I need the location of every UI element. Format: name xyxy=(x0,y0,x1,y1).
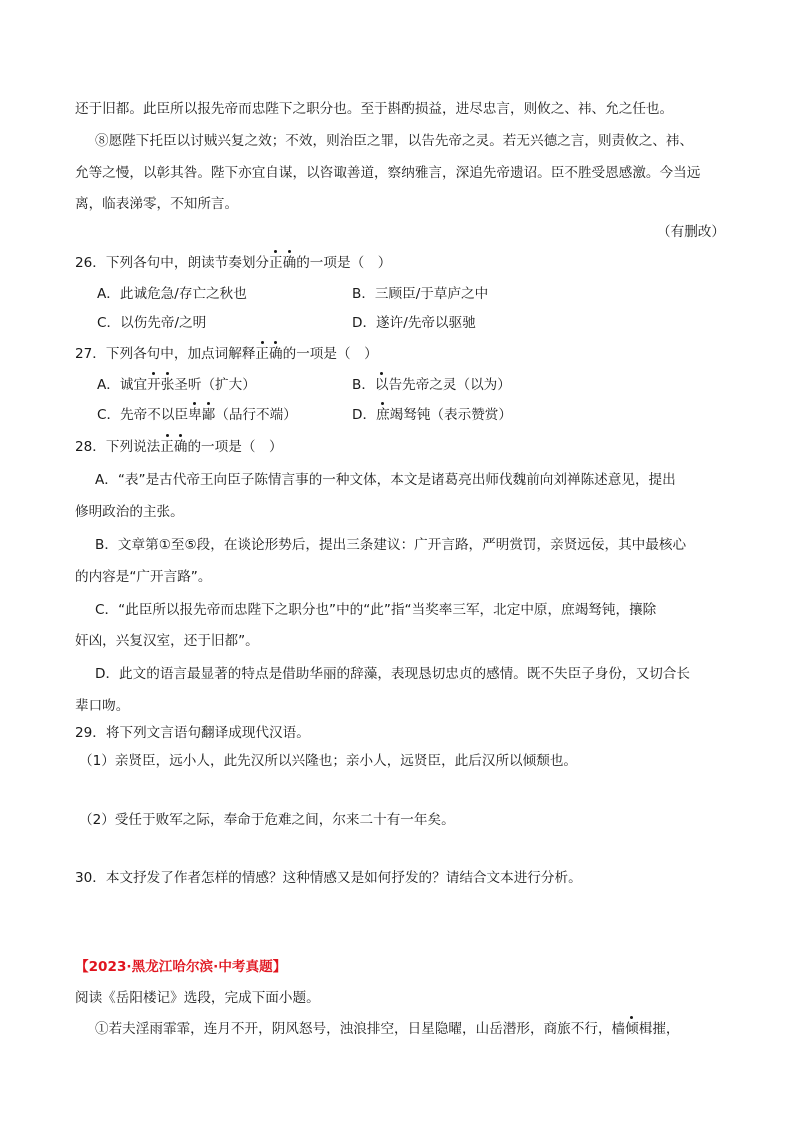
stem-text: 的一项是（ ） xyxy=(282,346,378,362)
passage-paragraph-8-line: 离，临表涕零，不知所言。 xyxy=(75,196,239,212)
question-28-stem xyxy=(75,437,735,457)
q28-option-b-cont: 的内容是“广开言路”。 xyxy=(75,569,212,585)
q27-option-d: D．庶竭驽钝（表示赞赏） xyxy=(352,407,512,423)
passage-paragraph-1-line: ①若夫淫雨霏霏，连月不开，阴风怒号，浊浪排空，日星隐曜，山岳潜形，商旅不行，樯倾楫摧， xyxy=(95,1021,680,1037)
q28-option-a: A．“表”是古代帝王向臣子陈情言事的一种文体，本文是诸葛亮出师伐魏前向刘禅陈述意见，提出 xyxy=(95,472,676,488)
q26-option-c: C．以伤先帝/之明 xyxy=(97,315,207,331)
q27-option-b: B．以告先帝之灵（以为） xyxy=(352,377,511,393)
stem-text: 28．下列说法 xyxy=(75,439,161,455)
reading-instruction: 阅读《岳阳楼记》选段，完成下面小题。 xyxy=(75,990,320,1006)
q27-option-c: C．先帝不以臣卑鄙（品行不端） xyxy=(97,407,297,423)
emphasis-char: 确 xyxy=(282,255,297,271)
passage-paragraph-8-line: ⑧愿陛下托臣以讨贼兴复之效；不效，则治臣之罪，以告先帝之灵。若无兴德之言，则责攸之、祎、 xyxy=(95,133,694,149)
question-26-stem xyxy=(75,253,735,273)
q28-option-d: D．此文的语言最显著的特点是借助华丽的辞藻，表现恳切忠贞的感情。既不失臣子身份，又切合长 xyxy=(95,666,690,682)
q29-sentence-2: （2）受任于败军之际，奉命于危难之间，尔来二十有一年矣。 xyxy=(79,812,455,828)
emphasis-char: 正 xyxy=(269,255,283,271)
q26-option-a: A．此诚危急/存亡之秋也 xyxy=(97,286,247,302)
question-30-stem: 30．本文抒发了作者怎样的情感？这种情感又是如何抒发的？请结合文本进行分析。 xyxy=(75,870,582,886)
source-note: （有删改） xyxy=(657,224,725,240)
emphasis-char: 正 xyxy=(255,346,270,362)
emphasis-char: 张 xyxy=(160,377,175,393)
emphasis-char: 以 xyxy=(374,377,389,393)
stem-text: 的一项是（ ） xyxy=(296,255,392,271)
q29-sentence-1: （1）亲贤臣，远小人，此先汉所以兴隆也；亲小人，远贤臣，此后汉所以倾颓也。 xyxy=(79,753,578,769)
q27-option-a: A．诚宜开张圣听（扩大） xyxy=(97,377,256,393)
stem-text: 27．下列各句中，加点词解释 xyxy=(75,346,256,362)
question-27-stem xyxy=(75,344,735,364)
emphasis-char: 庶 xyxy=(376,407,390,423)
q28-option-c: C．“此臣所以报先帝而忠陛下之职分也”中的“此”指“当奖率三军，北定中原，庶竭驽钝，攘除 xyxy=(95,602,657,618)
emphasis-char: 鄙 xyxy=(201,407,216,423)
stem-text: 的一项是（ ） xyxy=(187,439,283,455)
q26-option-b: B．三顾臣/于草庐之中 xyxy=(352,286,489,302)
q28-option-c-cont: 奸凶，兴复汉室，还于旧都”。 xyxy=(75,633,259,649)
passage-line: 还于旧都。此臣所以报先帝而忠陛下之职分也。至于斟酌损益，进尽忠言，则攸之、祎、允之任也。 xyxy=(75,101,674,117)
q28-option-b: B．文章第①至⑤段，在谈论形势后，提出三条建议：广开言路，严明赏罚，亲贤远佞，其中最核心 xyxy=(95,537,687,553)
emphasis-char: 开 xyxy=(147,377,161,393)
source-tag: 【2023·黑龙江哈尔滨·中考真题】 xyxy=(75,959,287,975)
passage-paragraph-8-line: 允等之慢，以彰其咎。陛下亦宜自谋，以咨诹善道，察纳雅言，深追先帝遗诏。臣不胜受恩感激。今当远 xyxy=(75,165,701,181)
question-29-stem: 29．将下列文言语句翻译成现代汉语。 xyxy=(75,725,310,741)
emphasis-char: 卑 xyxy=(188,407,202,423)
q28-option-a-cont: 修明政治的主张。 xyxy=(75,504,184,520)
emphasis-char: 确 xyxy=(173,439,188,455)
emphasis-char: 正 xyxy=(160,439,174,455)
q28-option-d-cont: 辈口吻。 xyxy=(75,698,130,714)
q26-option-d: D．遂许/先帝以驱驰 xyxy=(352,315,476,331)
stem-text: 26．下列各句中，朗读节奏划分 xyxy=(75,255,270,271)
emphasis-char: 倾 xyxy=(625,1021,639,1037)
emphasis-char: 确 xyxy=(269,346,283,362)
